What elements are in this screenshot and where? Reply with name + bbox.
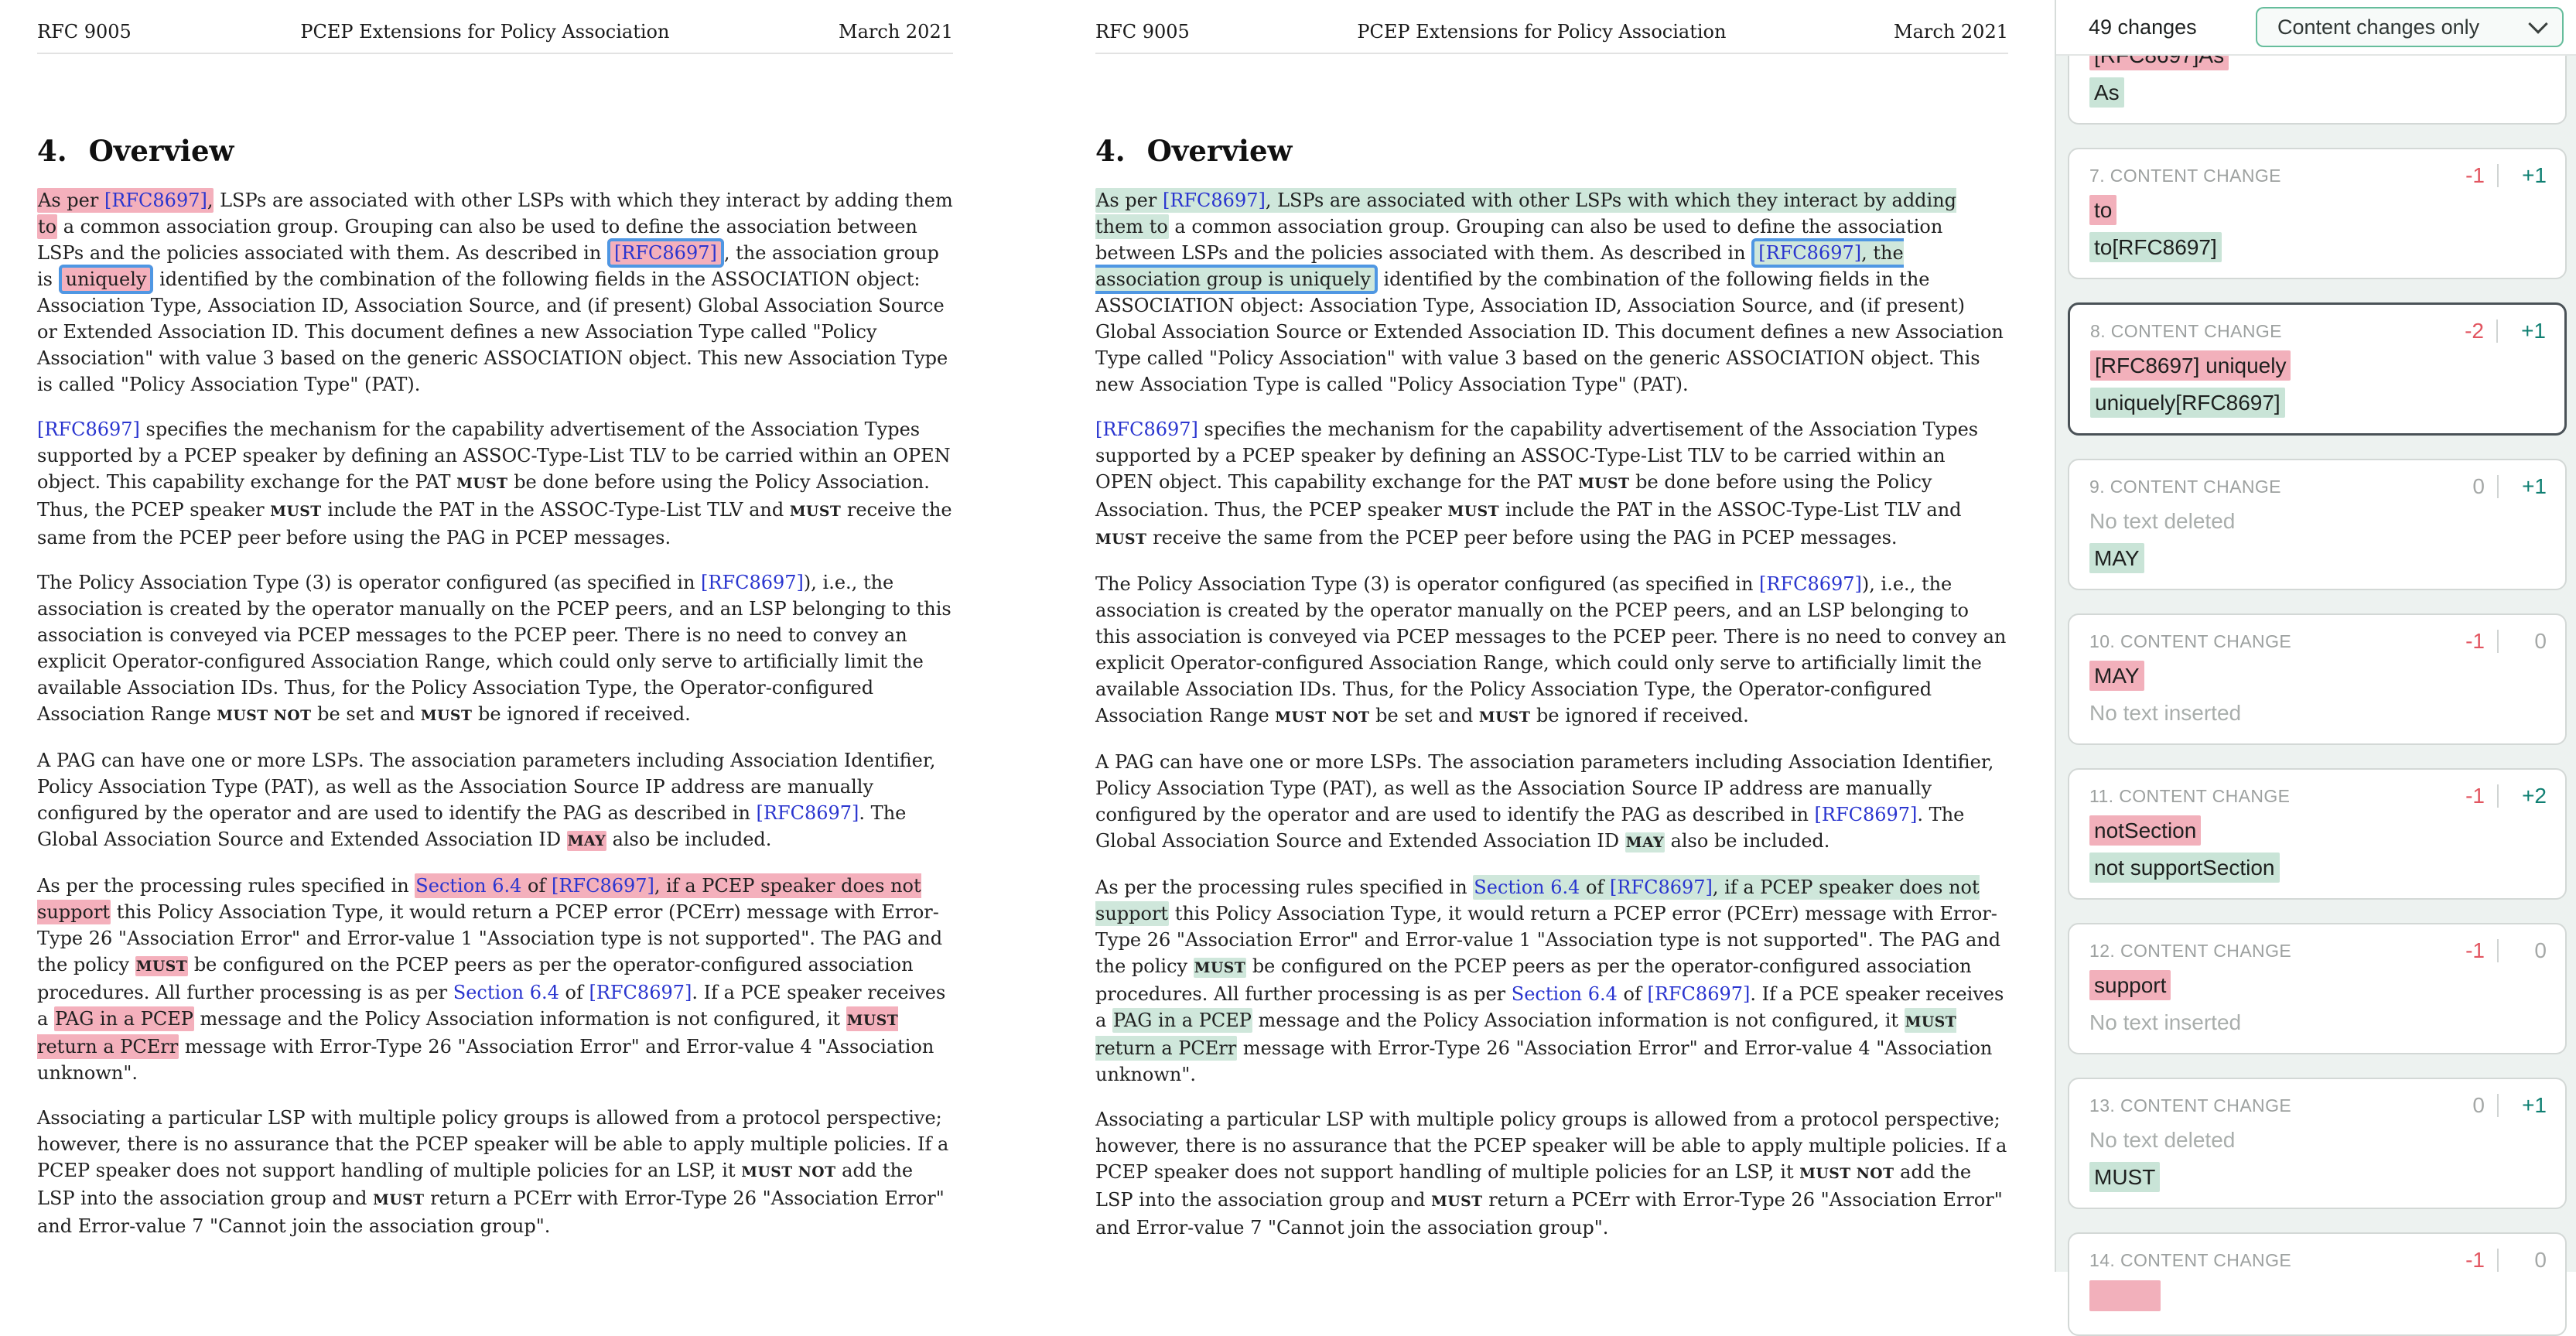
rfc-link[interactable]: [RFC8697]	[1647, 983, 1751, 1005]
change-added-count: 0	[2534, 938, 2547, 962]
section-number: 4.	[1095, 134, 1126, 168]
deleted-text	[2089, 1280, 2161, 1311]
document-body-left	[37, 187, 953, 1239]
text-run: be ignored if received.	[472, 703, 691, 725]
text-run: ), i.e., the association is created by the operator manually on the PCEP peers, and an LSP belonging to this association is conveyed via PCEP messages to the PCEP peer. There is no need to convey an explicit Operator-configured Association Range, which could only serve to artificially limit the available Association IDs. Thus, for the Policy Association Type, the Operator-configured Association Range	[1095, 573, 2007, 726]
rfc-link[interactable]: [RFC8697]	[1610, 876, 1713, 898]
section-title: Overview	[1146, 134, 1293, 168]
text-run: of	[1580, 876, 1610, 898]
doc-date: March 2021	[839, 21, 953, 43]
doc-number: RFC 9005	[1095, 21, 1190, 43]
doc-title: PCEP Extensions for Policy Association	[300, 21, 670, 43]
text-run: a common association group. Grouping can also be used to define the association between LSPs and the policies associated with them. As described in	[37, 216, 917, 264]
count-divider	[2497, 1249, 2499, 1272]
inserted-text-row	[2089, 853, 2547, 883]
change-card-header	[2089, 938, 2547, 963]
text-run: be configured on the PCEP peers as per the operator-configured association procedures. All further processing is as per	[37, 954, 914, 1003]
text-run: be set and	[311, 703, 421, 725]
text-run: identified by the combination of the following fields in the ASSOCIATION object: Association Type, Association ID, Association Source, and (if present) Global Association Source or Extended Association ID. This document defines a new Association Type called "Policy Association" with value 3 based on the generic ASSOCIATION object. This new Association Type is called "Policy Association Type" (PAT).	[1095, 268, 2004, 395]
bcp14-keyword: MUST	[456, 475, 508, 492]
text-run: return a PCErr with Error-Type 26 "Association Error" and Error-value 7 "Cannot join the association group".	[1095, 1189, 2003, 1239]
change-added-count: 0	[2534, 629, 2547, 653]
change-removed-count: -1	[2465, 938, 2485, 962]
change-card-header	[2089, 1248, 2547, 1273]
paragraph	[37, 187, 953, 398]
text-run: also be included.	[606, 829, 772, 850]
header-rule	[37, 53, 953, 54]
change-card-label: 11. CONTENT CHANGE	[2089, 785, 2291, 806]
paragraph	[1095, 874, 2008, 1088]
change-card-header	[2089, 1093, 2547, 1118]
text-run: Associating a particular LSP with multiple policy groups is allowed from a protocol perspective; however, there is no assurance that the PCEP speaker will be able to apply multiple policies. If a PCEP speaker does not support handling of multiple policies for an LSP, it	[37, 1107, 949, 1181]
sidebar-header	[2056, 0, 2576, 56]
no-text-inserted-placeholder: No text inserted	[2089, 701, 2242, 725]
bcp14-keyword: MUST	[270, 503, 322, 520]
change-card[interactable]	[2068, 148, 2567, 279]
inserted-text-row	[2089, 233, 2547, 262]
bcp14-keyword: MUST	[789, 503, 842, 520]
rfc-link[interactable]: [RFC8697]	[1814, 804, 1918, 825]
inserted-text: MAY	[2089, 543, 2144, 573]
inserted-text-row	[2089, 78, 2547, 108]
no-text-deleted-placeholder: No text deleted	[2089, 509, 2236, 533]
text-run: add the LSP into the association group and	[1095, 1161, 1972, 1211]
bcp14-keyword: MUST	[420, 707, 473, 724]
text-run: of	[1617, 983, 1648, 1005]
text-run: , if a PCEP speaker does not support	[37, 875, 921, 923]
change-added-count: +1	[2522, 163, 2547, 187]
text-run: receive the same from the PCEP peer before using the PAG in PCEP messages.	[37, 499, 952, 548]
text-run: ), i.e., the association is created by the operator manually on the PCEP peers, and an LSP belonging to this association is conveyed via PCEP messages to the PCEP peer. There is no need to convey an explicit Operator-configured Association Range, which could only serve to artificially limit the available Association IDs. Thus, for the Policy Association Type, the Operator-configured Association Range	[37, 572, 951, 725]
text-run: Associating a particular LSP with multiple policy groups is allowed from a protocol perspective; however, there is no assurance that the PCEP speaker will be able to apply multiple policies. If a PCEP speaker does not support handling of multiple policies for an LSP, it	[1095, 1109, 2007, 1183]
text-run: message with Error-Type 26 "Association Error" and Error-value 4 "Association unknown".	[37, 1036, 934, 1084]
rfc-link[interactable]: [RFC8697]	[613, 242, 717, 264]
change-card-label: 9. CONTENT CHANGE	[2089, 476, 2281, 497]
text-run: , the association group is uniquely	[1095, 242, 1904, 290]
paragraph	[1095, 1106, 2008, 1241]
changes-sidebar	[2055, 0, 2576, 1272]
rfc-link[interactable]: [RFC8697]	[589, 982, 692, 1003]
bcp14-keyword: MUST NOT	[217, 707, 312, 724]
text-run: A PAG can have one or more LSPs. The association parameters including Association Identifier, Policy Association Type (PAT), as well as the Association Source IP address are manually configured by the operator and are used to identify the PAG as described in	[1095, 751, 1994, 825]
text-run: message and the Policy Association information is not configured, it	[193, 1008, 846, 1030]
document-pane-right	[1057, 0, 2055, 1272]
text-run: be done before using the Policy Association. Thus, the PCEP speaker	[1095, 471, 1932, 521]
text-run: return a PCErr with Error-Type 26 "Association Error" and Error-value 7 "Cannot join the association group".	[37, 1187, 945, 1237]
bcp14-keyword: MUST	[1905, 1013, 1957, 1030]
inserted-text-row	[2090, 388, 2546, 418]
change-card-header	[2089, 629, 2547, 654]
inserted-text: to[RFC8697]	[2089, 232, 2222, 262]
text-run: be done before using the Policy Association. Thus, the PCEP speaker	[37, 471, 930, 521]
text-run: be set and	[1369, 705, 1479, 726]
change-removed-count: -1	[2465, 163, 2485, 187]
rfc-link[interactable]: [RFC8697]	[701, 572, 804, 593]
change-card[interactable]	[2068, 923, 2567, 1054]
bcp14-keyword: MUST	[373, 1191, 425, 1208]
change-card-label: 10. CONTENT CHANGE	[2089, 630, 2292, 651]
rfc-link[interactable]: [RFC8697]	[756, 802, 859, 824]
change-card-label: 12. CONTENT CHANGE	[2089, 940, 2292, 961]
count-divider	[2497, 630, 2499, 653]
inserted-text: not supportSection	[2089, 853, 2280, 883]
text-run: The Policy Association Type (3) is operator configured (as specified in	[1095, 573, 1760, 595]
change-card-header	[2089, 163, 2547, 188]
count-divider	[2497, 939, 2499, 962]
deleted-text-row	[2089, 1280, 2547, 1319]
deleted-highlight[interactable]: MUST	[135, 958, 188, 975]
inserted-highlight[interactable]: MAY	[1625, 834, 1664, 851]
text-run: return a PCErr	[37, 1036, 179, 1058]
header-rule	[1095, 53, 2008, 54]
text-run: add the LSP into the association group and	[37, 1160, 914, 1209]
deleted-text: notSection	[2089, 815, 2201, 846]
text-run: As per the processing rules specified in	[37, 875, 415, 897]
deleted-text-row	[2089, 1126, 2547, 1155]
change-card-header	[2089, 474, 2547, 499]
change-card[interactable]	[2068, 1232, 2567, 1336]
text-run: receive the same from the PCEP peer before using the PAG in PCEP messages.	[1146, 527, 1898, 548]
rfc-link[interactable]: [RFC8697]	[1162, 190, 1266, 211]
change-card-header	[2090, 319, 2546, 343]
rfc-link[interactable]: [RFC8697]	[104, 190, 207, 211]
change-removed-count: -2	[2465, 319, 2484, 343]
text-run: of	[521, 875, 552, 897]
deleted-text: [RFC8697] uniquely	[2090, 350, 2291, 381]
change-added-count: +1	[2521, 319, 2546, 343]
inserted-text-row	[2089, 699, 2547, 728]
change-card-header	[2089, 784, 2547, 808]
filter-dropdown-value: Content changes only	[2277, 15, 2480, 39]
deleted-text-row	[2090, 351, 2546, 381]
text-run: A PAG can have one or more LSPs. The association parameters including Association Identifier, Policy Association Type (PAT), as well as the Association Source IP address are manually configured by the operator and are used to identify the PAG as described in	[37, 750, 936, 824]
text-run: include the PAT in the ASSOC-Type-List TLV and	[1499, 499, 1962, 521]
document-body-right	[1095, 187, 2008, 1241]
paragraph	[37, 747, 953, 854]
inserted-text-row	[2089, 1163, 2547, 1192]
text-run: specifies the mechanism for the capability advertisement of the Association Types supported by a PCEP speaker by defining an ASSOC-Type-List TLV to be carried within an OPEN object. This capability exchange for the PAT	[1095, 419, 1979, 493]
change-added-count: +1	[2522, 1093, 2547, 1117]
paragraph	[37, 1105, 953, 1239]
change-removed-count: -1	[2465, 1248, 2485, 1272]
change-card[interactable]	[2068, 302, 2567, 436]
text-run: The Policy Association Type (3) is operator configured (as specified in	[37, 572, 702, 593]
paragraph	[1095, 571, 2008, 730]
change-card[interactable]	[2068, 1078, 2567, 1209]
deleted-text-row	[2089, 661, 2547, 691]
text-run: As per	[38, 190, 104, 211]
inserted-text: MUST	[2089, 1162, 2160, 1192]
paragraph	[1095, 416, 2008, 552]
text-run: , if a PCEP speaker does not support	[1095, 876, 1980, 924]
text-run: , the association group is	[37, 242, 939, 290]
paragraph	[1095, 749, 2008, 856]
filter-dropdown[interactable]	[2256, 7, 2564, 47]
inserted-highlight[interactable]: PAG in a PCEP	[1112, 1010, 1252, 1031]
paragraph	[37, 416, 953, 551]
text-run: this Policy Association Type, it would return a PCEP error (PCErr) message with Error-Type 26 "Association Error" and Error-value 1 "Association type is not supported". The PAG and the policy	[37, 901, 943, 976]
count-divider	[2497, 164, 2499, 187]
bcp14-keyword: MUST	[1431, 1193, 1483, 1210]
text-run: a common association group. Grouping can also be used to define the association between LSPs and the policies associated with them. As described in	[1095, 216, 1943, 264]
text-run: , LSPs are associated with other LSPs with which they interact by adding them to	[1095, 190, 1957, 237]
change-removed-count: -1	[2465, 784, 2485, 808]
change-card-label: 7. CONTENT CHANGE	[2089, 165, 2281, 186]
bcp14-keyword: MUST	[1478, 709, 1531, 726]
change-added-count: +2	[2522, 784, 2547, 808]
text-run: message with Error-Type 26 "Association Error" and Error-value 4 "Association unknown".	[1095, 1037, 1993, 1085]
rfc-link[interactable]: Section 6.4	[1511, 983, 1618, 1005]
text-run: As per	[1096, 190, 1163, 211]
inserted-text: uniquely[RFC8697]	[2090, 388, 2285, 418]
deleted-text: support	[2089, 970, 2171, 1000]
change-added-count: +1	[2522, 474, 2547, 498]
text-run: . If a PCE speaker receives a	[1095, 983, 2004, 1031]
text-run: be configured on the PCEP peers as per the operator-configured association procedures. All further processing is as per	[1095, 955, 1972, 1005]
change-removed-count: 0	[2472, 1093, 2485, 1117]
section-number: 4.	[37, 134, 67, 168]
count-divider	[2497, 475, 2499, 498]
chevron-down-icon	[2528, 14, 2547, 33]
deleted-text-row	[2089, 196, 2547, 225]
bcp14-keyword: MUST NOT	[1799, 1165, 1894, 1182]
change-added-count: 0	[2534, 1248, 2547, 1272]
bcp14-keyword: MUST	[1095, 531, 1147, 548]
text-run: identified by the combination of the following fields in the ASSOCIATION object: Association Type, Association ID, Association Source, and (if present) Global Association Source or Extended Association ID. This document defines a new Association Type called "Policy Association" with value 3 based on the generic ASSOCIATION object. This new Association Type is called "Policy Association Type" (PAT).	[37, 268, 948, 395]
bcp14-keyword: MUST	[1447, 503, 1500, 520]
deleted-text: to	[2089, 195, 2116, 225]
doc-date: March 2021	[1894, 21, 2008, 43]
changes-count: 49 changes	[2089, 15, 2197, 39]
change-removed-count: 0	[2472, 474, 2485, 498]
text-run: include the PAT in the ASSOC-Type-List TLV and	[321, 499, 790, 521]
text-run: . The Global Association Source and Extended Association ID	[37, 802, 907, 850]
text-run: message and the Policy Association information is not configured, it	[1252, 1010, 1905, 1031]
change-card-label: 13. CONTENT CHANGE	[2089, 1095, 2292, 1116]
deleted-highlight[interactable]	[37, 188, 214, 213]
count-divider	[2497, 784, 2499, 808]
count-divider	[2497, 1094, 2499, 1117]
section-heading	[1095, 133, 2008, 169]
text-run: LSPs are associated with other LSPs with which they interact by adding them	[214, 190, 953, 211]
selected-change-highlight[interactable]: uniquely	[59, 265, 154, 294]
change-card-label: 14. CONTENT CHANGE	[2089, 1249, 2292, 1270]
change-card-label: 8. CONTENT CHANGE	[2090, 320, 2282, 341]
inserted-text: As	[2089, 77, 2124, 108]
rfc-link[interactable]: [RFC8697]	[1759, 573, 1862, 595]
no-text-deleted-placeholder: No text deleted	[2089, 1128, 2236, 1152]
count-divider	[2496, 319, 2498, 343]
deleted-text-row	[2089, 971, 2547, 1000]
deleted-text-row	[2089, 816, 2547, 846]
selected-change-highlight[interactable]	[607, 238, 724, 268]
text-run: return a PCErr	[1095, 1037, 1237, 1059]
paragraph	[37, 873, 953, 1086]
rfc-link[interactable]: [RFC8697]	[1758, 242, 1862, 264]
rfc-link[interactable]: Section 6.4	[1474, 876, 1580, 898]
rfc-link[interactable]: Section 6.4	[453, 982, 559, 1003]
page-header-right	[1095, 20, 2008, 43]
changes-list[interactable]	[2056, 56, 2576, 1336]
no-text-inserted-placeholder: No text inserted	[2089, 1010, 2242, 1034]
deleted-text: MAY	[2089, 661, 2144, 691]
deleted-highlight[interactable]: to	[38, 216, 57, 237]
text-run: . The Global Association Source and Extended Association ID	[1095, 804, 1965, 852]
change-card[interactable]	[2068, 459, 2567, 590]
paragraph	[1095, 187, 2008, 398]
section-title: Overview	[88, 134, 234, 168]
rfc-link[interactable]: Section 6.4	[415, 875, 522, 897]
deleted-text-row	[2089, 507, 2547, 536]
doc-number: RFC 9005	[37, 21, 132, 43]
rfc-link[interactable]: [RFC8697]	[552, 875, 654, 897]
change-card[interactable]	[2068, 768, 2567, 900]
text-run: also be included.	[1664, 830, 1830, 852]
deleted-highlight[interactable]: MAY	[567, 832, 606, 849]
text-run: this Policy Association Type, it would return a PCEP error (PCErr) message with Error-Type 26 "Association Error" and Error-value 1 "Association type is not supported". The PAG and the policy	[1095, 903, 2001, 977]
inserted-text-row	[2089, 1008, 2547, 1037]
text-run: specifies the mechanism for the capability advertisement of the Association Types supported by a PCEP speaker by defining an ASSOC-Type-List TLV to be carried within an OPEN object. This capability exchange for the PAT	[37, 419, 951, 493]
section-heading	[37, 133, 953, 169]
bcp14-keyword: MUST	[1578, 475, 1630, 492]
text-run: . If a PCE speaker receives a	[37, 982, 946, 1030]
text-run: As per the processing rules specified in	[1095, 876, 1474, 898]
inserted-highlight[interactable]: MUST	[1194, 959, 1246, 976]
text-run: ,	[207, 190, 214, 211]
text-run: of	[559, 982, 589, 1003]
bcp14-keyword: MUST	[846, 1012, 899, 1029]
document-pane-left	[0, 0, 1057, 1272]
deleted-highlight[interactable]: PAG in a PCEP	[54, 1008, 193, 1030]
rfc-link[interactable]: [RFC8697]	[37, 419, 140, 440]
rfc-link[interactable]: [RFC8697]	[1095, 419, 1198, 440]
inserted-text-row	[2089, 544, 2547, 573]
change-card[interactable]	[2068, 613, 2567, 745]
page-header-left	[37, 20, 953, 43]
doc-title: PCEP Extensions for Policy Association	[1357, 21, 1727, 43]
bcp14-keyword: MUST NOT	[741, 1163, 836, 1181]
bcp14-keyword: MUST NOT	[1275, 709, 1370, 726]
change-removed-count: -1	[2465, 629, 2485, 653]
paragraph	[37, 569, 953, 729]
text-run: be ignored if received.	[1530, 705, 1749, 726]
